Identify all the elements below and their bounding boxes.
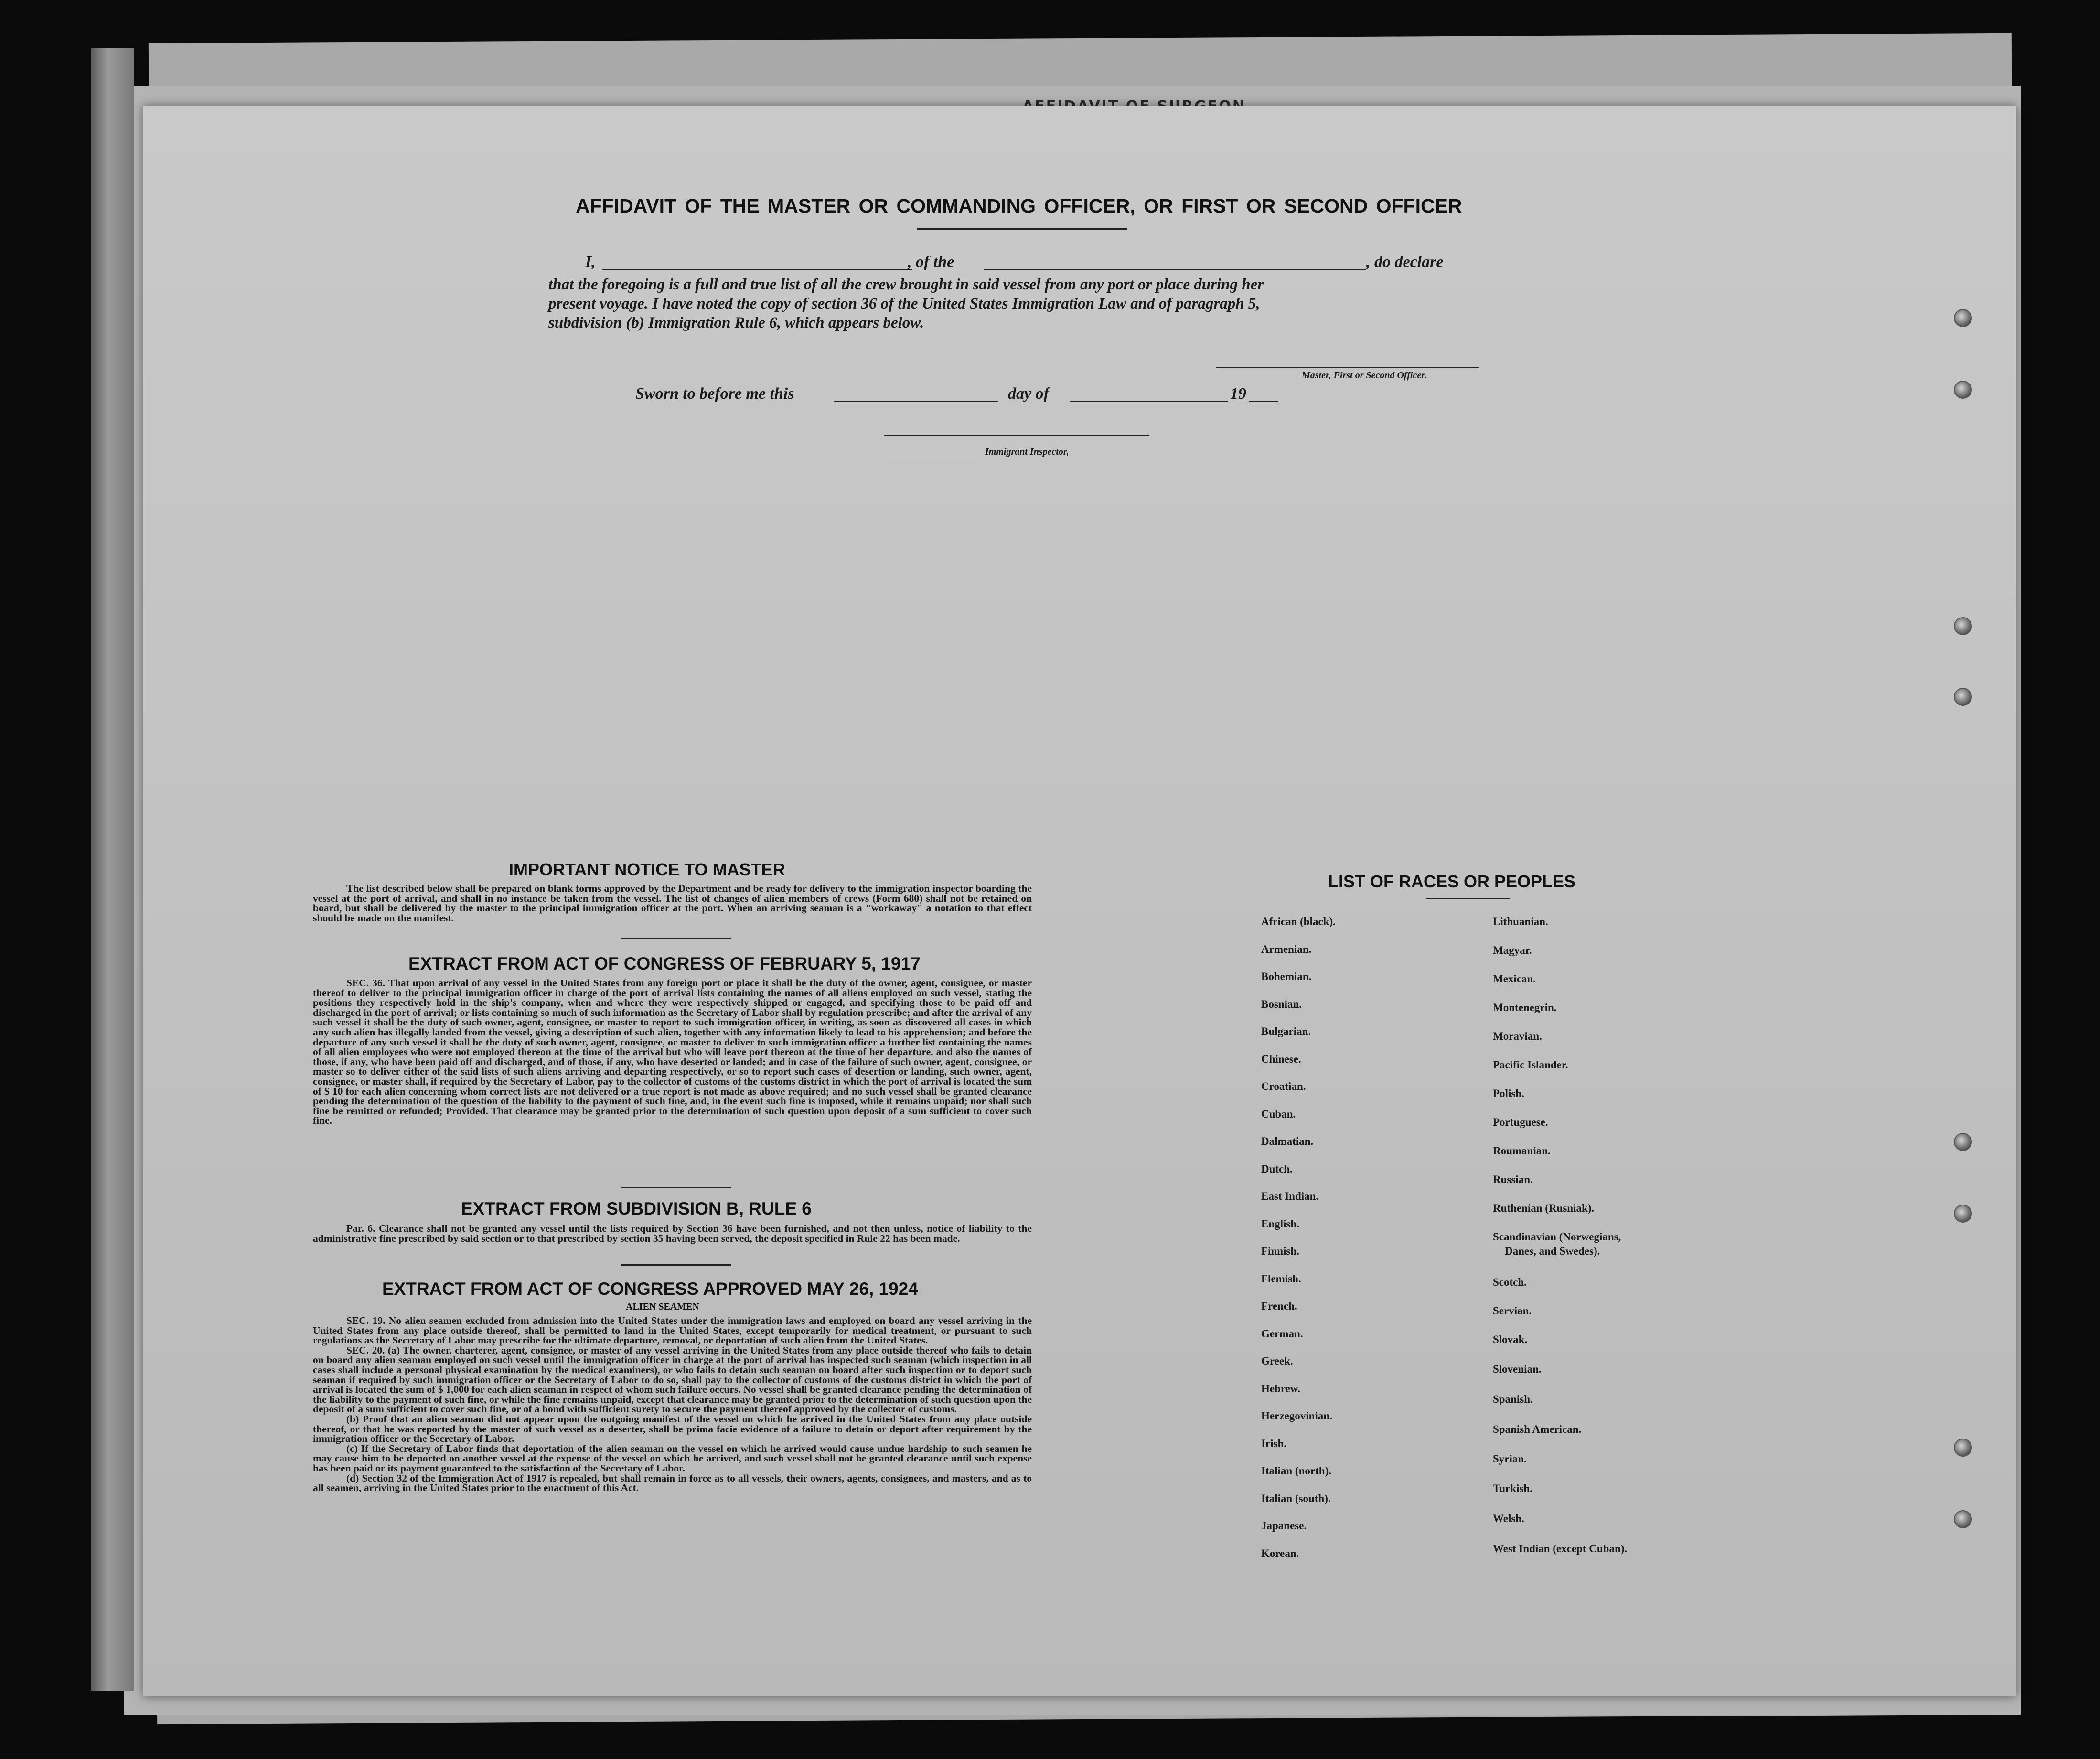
race-item: Spanish. (1493, 1393, 1533, 1405)
vessel-blank[interactable] (984, 269, 1366, 270)
race-item: Flemish. (1261, 1272, 1301, 1285)
race-item: Moravian. (1493, 1030, 1542, 1042)
binder-hole (1954, 381, 1972, 399)
races-title: LIST OF RACES OR PEOPLES (1328, 872, 1576, 891)
race-item: Scandinavian (Norwegians, (1493, 1231, 1621, 1243)
race-item: Magyar. (1493, 944, 1532, 956)
race-item: Russian. (1493, 1173, 1533, 1185)
section-rule (621, 1187, 731, 1188)
title-underline (917, 228, 1127, 230)
race-item: Roumanian. (1493, 1145, 1551, 1157)
race-item: Danes, and Swedes). (1505, 1245, 1600, 1257)
race-item: English. (1261, 1217, 1299, 1230)
race-item: Dalmatian. (1261, 1135, 1314, 1147)
race-item: Chinese. (1261, 1053, 1301, 1065)
binder-hole (1954, 1205, 1972, 1223)
race-item: Croatian. (1261, 1080, 1306, 1092)
subdivision-text: Par. 6. Clearance shall not be granted any vessel until the lists required by Section 36 have been furnished, and not then unless, notice of liability to the administrative fine prescribed by said section or to that prescribed by section 35 having been served, the deposit specified in Rule 22 has been made. (313, 1223, 1032, 1244)
race-item: Welsh. (1493, 1513, 1524, 1524)
race-item: Bulgarian. (1261, 1025, 1311, 1037)
race-item: Portuguese. (1493, 1116, 1548, 1128)
signature-label: Master, First or Second Officer. (1302, 370, 1427, 381)
declaration-line: present voyage. I have noted the copy of section 36 of the United States Immigration Law and of paragraph 5, (548, 295, 1260, 312)
race-item: Ruthenian (Rusniak). (1493, 1202, 1595, 1214)
sworn-label: Sworn to before me this (635, 385, 794, 403)
inspector-signature-blank[interactable] (884, 435, 1149, 436)
extract-1917-text: SEC. 36. That upon arrival of any vessel in the United States from any foreign port or place it shall be the duty of the owner, agent, consignee, or master thereof to deliver to the principal immigration officer in charge of the port of arrival lists containing the names of all aliens employed on such vessel, stating the positions they respectively hold in the ship's company, when and where they were respectively shipped or engaged, and specifying those to be paid off and discharged in the port of arrival; or lists containing so much of such information as the Secretary of Labor shall by regulation prescribe; and after the arrival of any such vessel it shall be the duty of such owner, agent, consignee, or master to report to such immigration officer, in writing, as soon as discovered all cases in which any such alien has illegally landed from the vessel, giving a description of such alien, together with any information likely to lead to his apprehension; and before the departure of any such vessel it shall be the duty of such owner, agent, consignee, or master to deliver to such immigration officer a further list containing the names of all alien employees who were not employed thereon at the time of the arrival but who will leave port thereon at the time of her departure, and also the names of those, if any, who have been paid off and discharged, and of those, if any, who have deserted or landed; and in case of the failure of such owner, agent, consignee, or master so to deliver either of the said lists of such aliens arriving and departing respectively, or so to report such cases of desertion or landing, such owner, agent, consignee, or master shall, if required by the Secretary of Labor, pay to the collector of customs of the customs district in which the port of arrival is located the sum of $ 10 for each alien concerning whom correct lists are not delivered or a true report is not made as above required; and no such vessel shall be granted clearance pending the determination of the question of the liability to the payment of such fine, and, in the event such fine is imposed, while it remains unpaid; nor shall such fine be remitted or refunded; Provided. That clearance may be granted prior to the determination of such question upon deposit of a sum sufficient to cover such fine. (313, 977, 1032, 1127)
year-blank[interactable] (1249, 401, 1278, 402)
race-item: Italian (south). (1261, 1492, 1331, 1504)
race-item: Finnish. (1261, 1245, 1299, 1257)
inspector-label: Immigrant Inspector, (985, 447, 1069, 457)
subdivision-title: EXTRACT FROM SUBDIVISION B, RULE 6 (461, 1199, 812, 1218)
day-blank[interactable] (834, 401, 998, 402)
race-item: Bosnian. (1261, 998, 1302, 1010)
page-edge (91, 48, 134, 1691)
race-item: Lithuanian. (1493, 916, 1548, 927)
race-item: African (black). (1261, 916, 1336, 927)
race-item: Dutch. (1261, 1162, 1293, 1175)
binder-hole (1954, 1133, 1972, 1151)
races-underline (1426, 898, 1510, 899)
race-item: Montenegrin. (1493, 1002, 1557, 1013)
race-item: Bohemian. (1261, 970, 1312, 982)
race-item: East Indian. (1261, 1190, 1319, 1202)
race-item: Turkish. (1493, 1482, 1532, 1494)
declaration-line: that the foregoing is a full and true list of all the crew brought in said vessel from any port or place during her (548, 276, 1264, 293)
day-of-label: day of (1008, 385, 1049, 403)
race-item: German. (1261, 1327, 1303, 1340)
race-item: Servian. (1493, 1305, 1532, 1317)
race-item: Japanese. (1261, 1520, 1307, 1532)
race-item: Pacific Islander. (1493, 1059, 1568, 1071)
race-item: French. (1261, 1300, 1297, 1312)
race-item: Slovak. (1493, 1333, 1528, 1345)
binder-hole (1954, 617, 1972, 635)
extract-1924-text: SEC. 19. No alien seamen excluded from admission into the United States under the immigration laws and employed on board any vessel arriving in the United States from any place outside thereof, shall be permitted to land in the United States, except temporarily for medical treatment, or pursuant to such regulations as the Secretary of Labor may prescribe for the ultimate departure, removal, or deportation of such alien from the United States. SEC. 20. (a) The owner, charterer, agent, consignee, or master of any vessel arriving in the United States from any place outside thereof who fails to detain on board any alien seaman employed on such vessel until the immigration officer in charge at the port of arrival has inspected such seaman (which inspection in all cases shall include a personal physical examination by the medical examiners), or who fails to detain such seaman on board after such inspection or to deport such seaman if required by such immigration officer or the Secretary of Labor to do so, shall pay to the collector of customs of the customs district in which the port of arrival is located the sum of $ 1,000 for each alien seaman in respect of whom such failure occurs. No vessel shall be granted clearance pending the determination of the liability to the payment of such fine, or while the fine remains unpaid, except that clearance may be granted prior to the determination of such question upon the deposit of a sum sufficient to cover such fine, or of a bond with sufficient surety to secure the payment thereof approved by the collector of customs. (b) Proof that an alien seaman did not appear upon the outgoing manifest of the vessel on which he arrived in the United States from any place outside thereof, or that he was reported by the master of such vessel as a deserter, shall be prima facie evidence of a failure to detain or deport after requirement by the immigration officer or the Secretary of Labor. (c) If the Secretary of Labor finds that deportation of the alien seaman on the vessel on which he arrived would cause undue hardship to such seamen he may cause him to be deported on another vessel at the expense of the vessel on which he arrived, and such vessel shall not be granted clearance until such expense has been paid or its payment guaranteed to the satisfaction of the Secretary of Labor. (d) Section 32 of the Immigration Act of 1917 is repealed, but shall remain in force as to all vessels, their owners, agents, consignees, and masters, and as to all seamen, arriving in the United States prior to the enactment of this Act. (313, 1315, 1032, 1494)
i-label: I, (585, 253, 596, 271)
race-item: Slovenian. (1493, 1363, 1542, 1375)
race-item: West Indian (except Cuban). (1493, 1543, 1628, 1555)
race-item: Armenian. (1261, 943, 1312, 955)
race-item: Herzegovinian. (1261, 1410, 1332, 1422)
affidavit-title: AFFIDAVIT OF THE MASTER OR COMMANDING OFFICER, OR FIRST OR SECOND OFFICER (576, 195, 1462, 217)
race-item: Mexican. (1493, 973, 1536, 985)
race-item: Scotch. (1493, 1276, 1527, 1288)
race-item: Hebrew. (1261, 1382, 1300, 1395)
signature-blank[interactable] (1216, 367, 1479, 368)
race-item: Syrian. (1493, 1453, 1527, 1465)
binder-hole (1954, 688, 1972, 706)
binder-hole (1954, 1510, 1972, 1528)
race-item: Korean. (1261, 1547, 1299, 1559)
race-item: Spanish American. (1493, 1423, 1582, 1435)
binder-hole (1954, 309, 1972, 327)
notice-title: IMPORTANT NOTICE TO MASTER (509, 860, 785, 879)
race-item: Greek. (1261, 1355, 1293, 1367)
notice-text: The list described below shall be prepared on blank forms approved by the Department and be ready for delivery to the immigration inspector boarding the vessel at the port of arrival, and shall in no instance be taken from the vessel. The list of changes of alien members of crews (Form 680) shall not be retained on board, but shall be delivered by the master to the principal immigration officer at the port. When an arriving seaman is a "workaway" a notation to that effect should be made on the manifest. (313, 883, 1032, 924)
month-blank[interactable] (1070, 401, 1228, 402)
year-label: 19 (1230, 385, 1246, 403)
binder-hole (1954, 1439, 1972, 1457)
race-item: Polish. (1493, 1087, 1524, 1099)
section-rule (621, 938, 731, 939)
extract-1924-subtitle: ALIEN SEAMEN (626, 1301, 699, 1312)
do-declare-label: , do declare (1366, 253, 1444, 271)
race-item: Cuban. (1261, 1108, 1296, 1120)
name-blank[interactable] (602, 269, 912, 270)
race-item: Italian (north). (1261, 1465, 1331, 1477)
declaration-line: subdivision (b) Immigration Rule 6, which appears below. (548, 314, 924, 331)
section-rule (621, 1264, 731, 1266)
of-the-label: , of the (908, 253, 954, 271)
extract-1917-title: EXTRACT FROM ACT OF CONGRESS OF FEBRUARY 5, 1917 (408, 954, 921, 973)
extract-1924-title: EXTRACT FROM ACT OF CONGRESS APPROVED MAY 26, 1924 (382, 1279, 918, 1299)
race-item: Irish. (1261, 1437, 1287, 1450)
